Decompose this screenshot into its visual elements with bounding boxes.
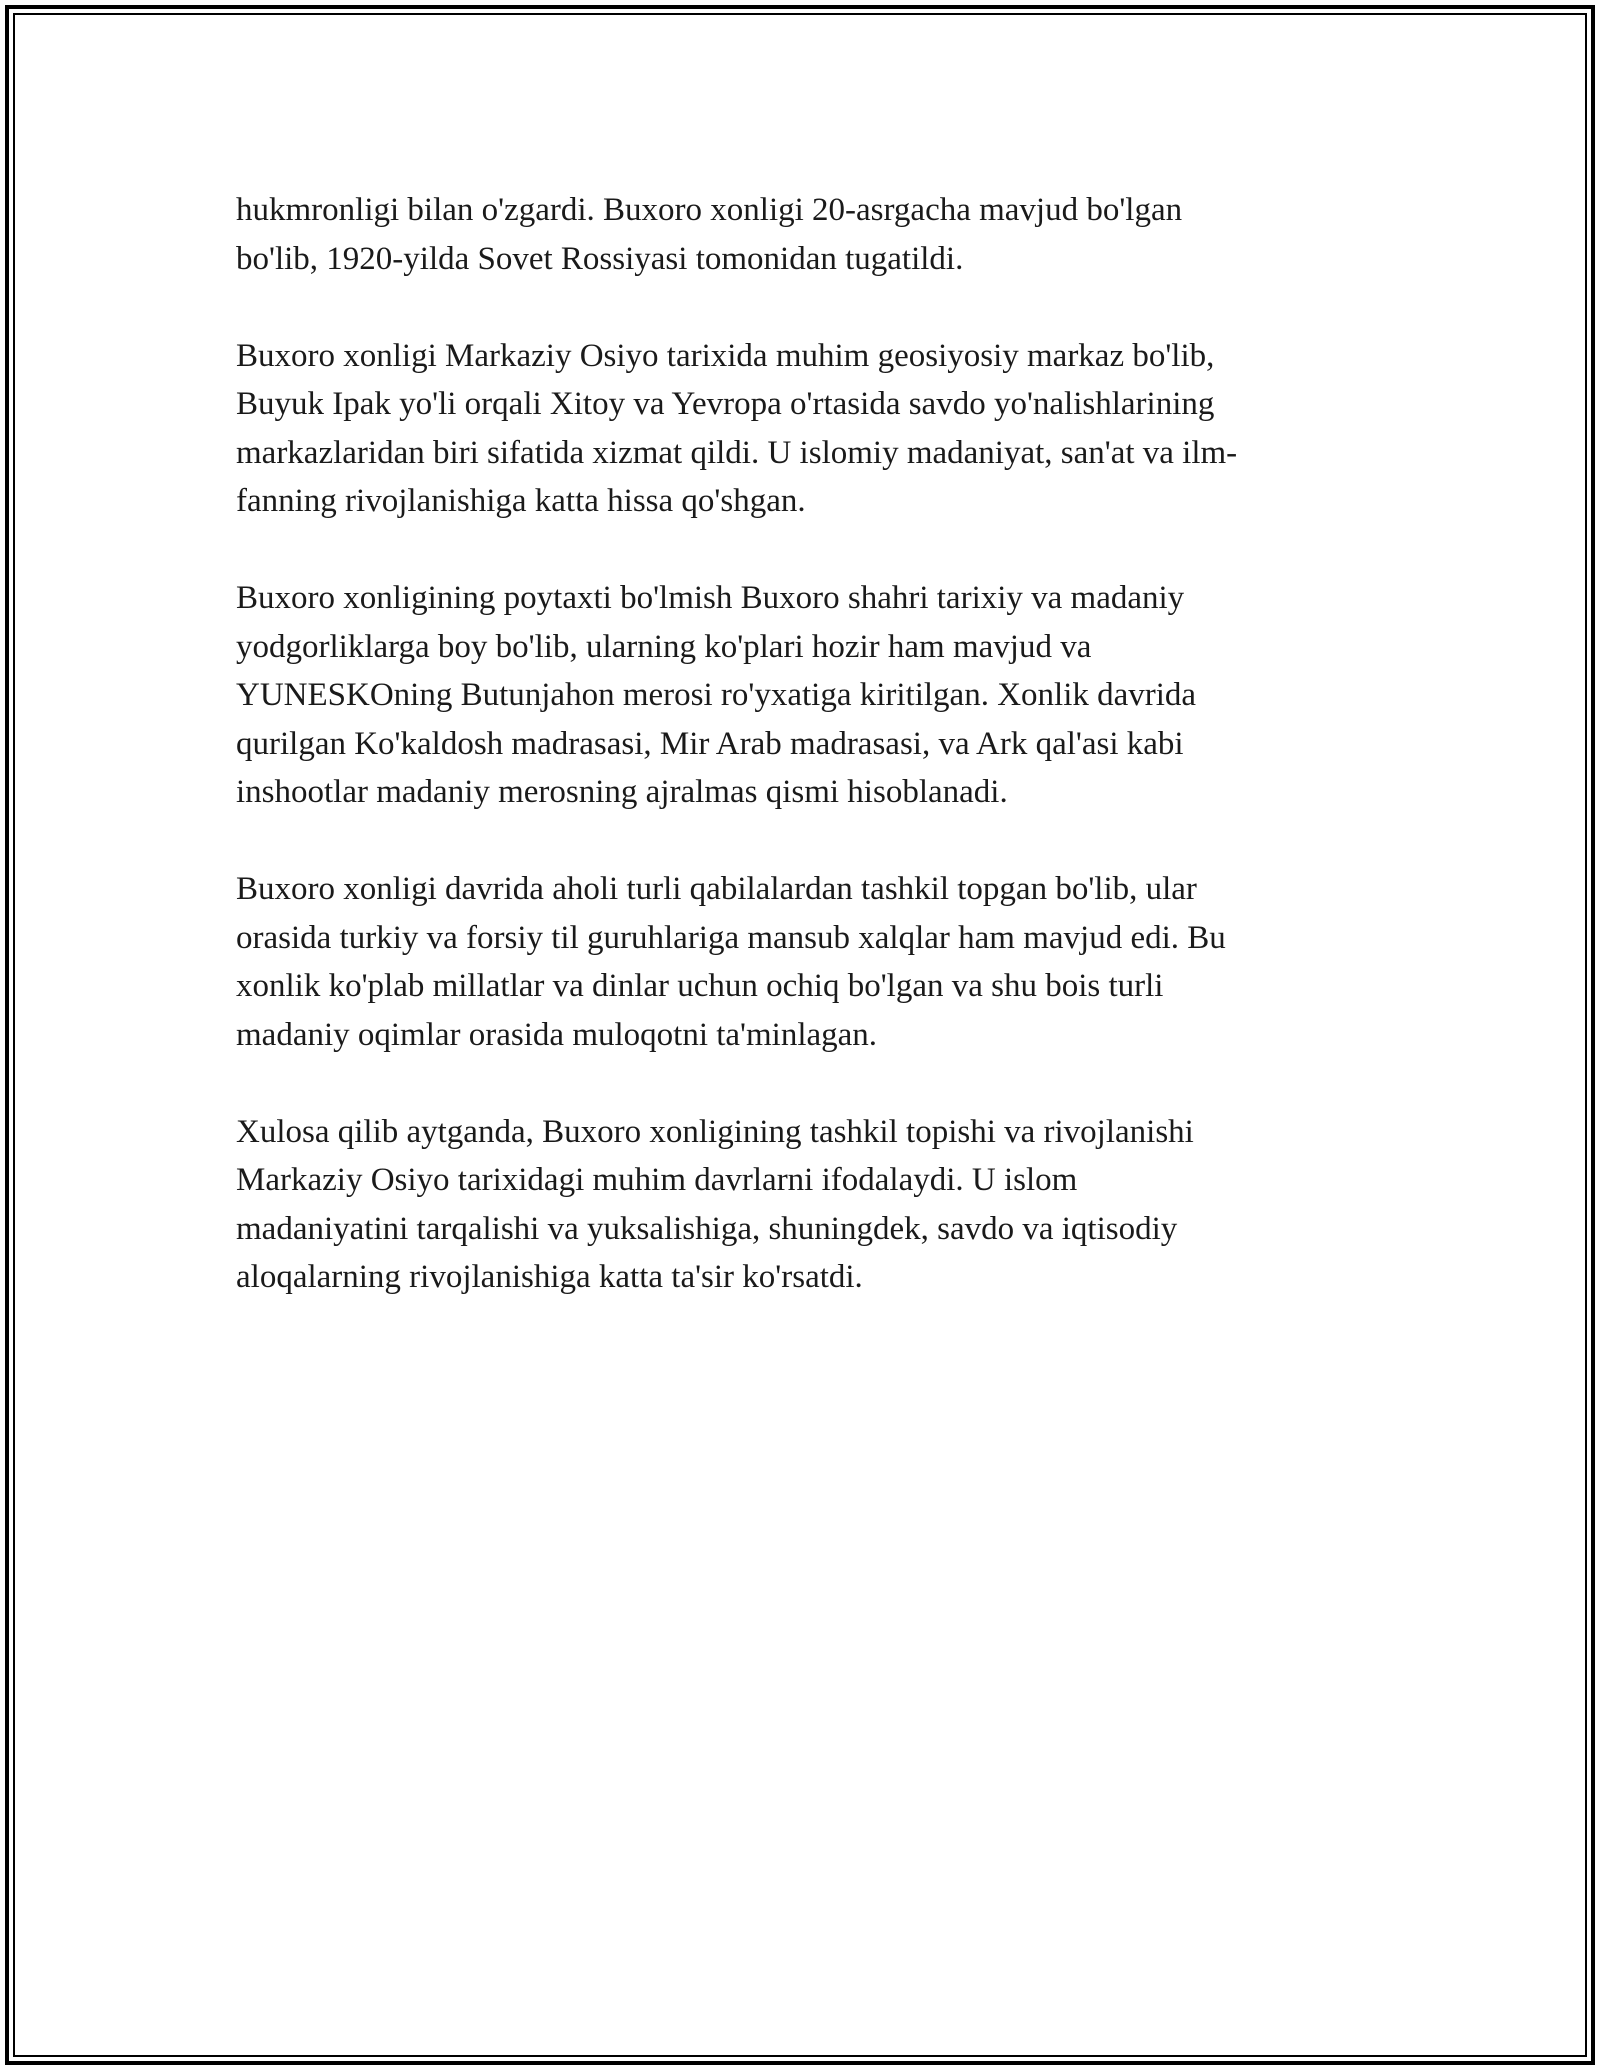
text-line: Buxoro xonligining poytaxti bo'lmish Buxoro shahri tarixiy va madaniy [236, 580, 1185, 616]
text-line: madaniyatini tarqalishi va yuksalishiga, shuningdek, savdo va iqtisodiy [236, 1210, 1178, 1247]
document-body [236, 186, 1356, 1350]
text-line: Buxoro xonligi Markaziy Osiyo tarixida muhim geosiyosiy markaz bo'lib, [236, 337, 1215, 374]
text-line: Xulosa qilib aytganda, Buxoro xonligining tashkil topishi va rivojlanishi [236, 1113, 1194, 1150]
text-line: bo'lib, 1920-yilda Sovet Rossiyasi tomonidan tugatildi. [236, 240, 964, 277]
paragraph-1 [236, 186, 1356, 283]
text-line: markazlaridan biri sifatida xizmat qildi. U islomiy madaniyat, san'at va ilm- [236, 434, 1238, 471]
text-line: madaniy oqimlar orasida muloqotni ta'minlagan. [236, 1016, 878, 1053]
text-line: inshootlar madaniy merosning ajralmas qismi hisoblanadi. [236, 774, 1008, 810]
text-line: YUNESKOning Butunjahon merosi ro'yxatiga kiritilgan. Xonlik davrida [236, 677, 1197, 713]
text-line: xonlik ko'plab millatlar va dinlar uchun ochiq bo'lgan va shu bois turli [236, 968, 1164, 1004]
paragraph-3 [236, 574, 1356, 817]
paragraph-4 [236, 865, 1356, 1059]
text-line: Buyuk Ipak yo'li orqali Xitoy va Yevropa o'rtasida savdo yo'nalishlarining [236, 386, 1215, 422]
text-line: qurilgan Ko'kaldosh madrasasi, Mir Arab madrasasi, va Ark qal'asi kabi [236, 725, 1184, 762]
text-line: yodgorliklarga boy bo'lib, ularning ko'plari hozir ham mavjud va [236, 628, 1092, 665]
text-line: hukmronligi bilan o'zgardi. Buxoro xonligi 20-asrgacha mavjud bo'lgan [236, 192, 1183, 228]
text-line: orasida turkiy va forsiy til guruhlariga mansub xalqlar ham mavjud edi. Bu [236, 919, 1226, 956]
text-line: Markaziy Osiyo tarixidagi muhim davrlarni ifodalaydi. U islom [236, 1162, 1078, 1198]
paragraph-2 [236, 332, 1356, 526]
text-line: Buxoro xonligi davrida aholi turli qabilalardan tashkil topgan bo'lib, ular [236, 871, 1197, 907]
paragraph-5 [236, 1108, 1356, 1302]
text-line: aloqalarning rivojlanishiga katta ta'sir ko'rsatdi. [236, 1259, 863, 1295]
text-line: fanning rivojlanishiga katta hissa qo'shgan. [236, 483, 806, 519]
